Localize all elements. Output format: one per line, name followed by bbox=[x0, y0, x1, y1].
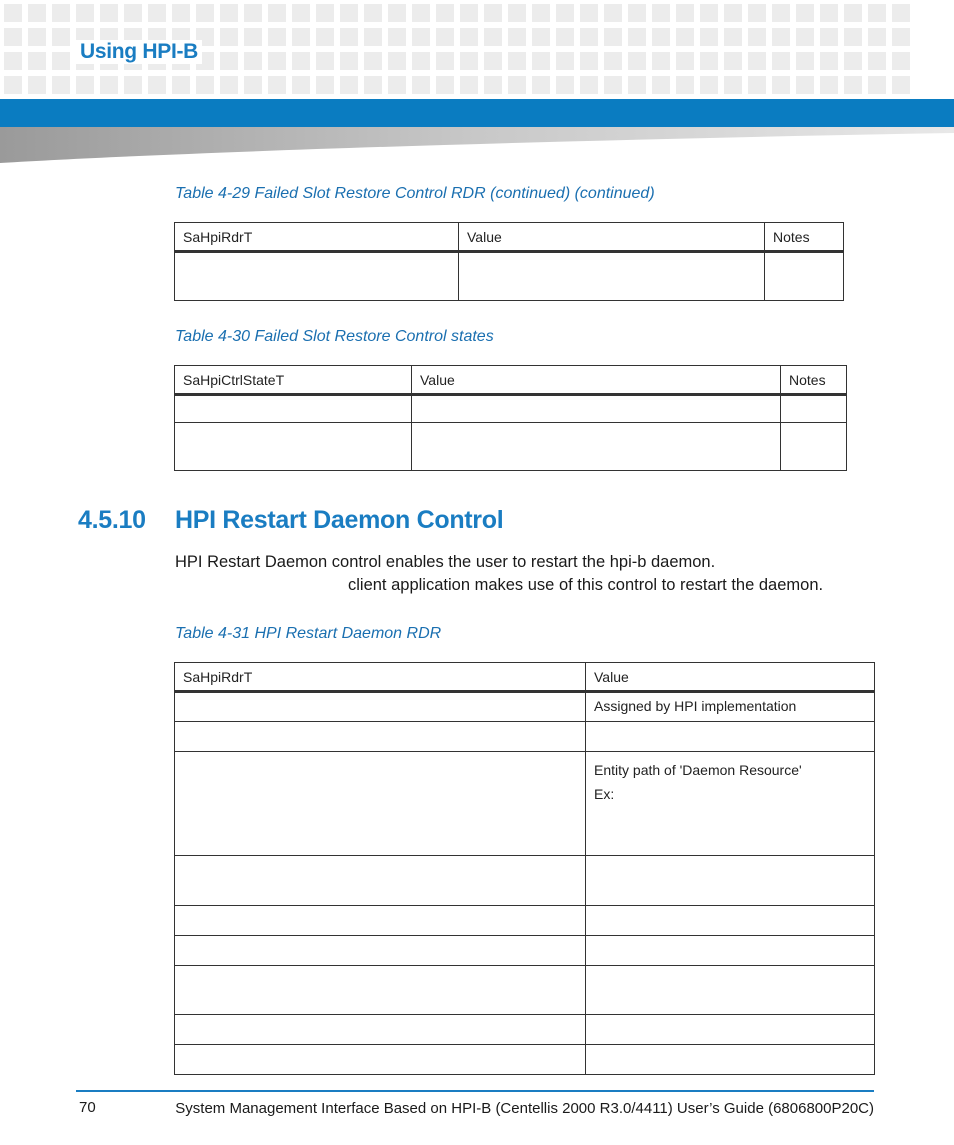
column-header: SaHpiRdrT bbox=[175, 223, 459, 252]
cell-line: Ex: bbox=[594, 786, 615, 802]
table-cell bbox=[586, 906, 875, 936]
table-cell bbox=[586, 856, 875, 906]
table-cell bbox=[586, 936, 875, 966]
table-caption: Table 4-29 Failed Slot Restore Control RDR (continued) (continued) bbox=[175, 185, 655, 202]
paragraph-line: client application makes use of this control to restart the daemon. bbox=[348, 576, 824, 594]
table-cell bbox=[586, 1015, 875, 1045]
footer-rule bbox=[76, 1090, 874, 1092]
column-header: Value bbox=[586, 663, 875, 692]
table-cell bbox=[175, 423, 412, 471]
footer-doc-title: System Management Interface Based on HPI-B (Centellis 2000 R3.0/4411) User’s Guide (6806800P20C) bbox=[175, 1100, 874, 1117]
table-row bbox=[175, 936, 875, 966]
table-cell bbox=[175, 395, 412, 423]
table-cell bbox=[765, 252, 844, 301]
table-4-29 bbox=[174, 222, 844, 301]
section-title: HPI Restart Daemon Control bbox=[175, 506, 504, 534]
column-header: SaHpiRdrT bbox=[175, 663, 586, 692]
table-row bbox=[175, 692, 875, 722]
page-number: 70 bbox=[79, 1099, 96, 1116]
table-cell bbox=[412, 423, 781, 471]
cell-line: Entity path of 'Daemon Resource' bbox=[594, 762, 802, 778]
header-blue-bar bbox=[0, 99, 954, 127]
table-row bbox=[175, 1015, 875, 1045]
table-row bbox=[175, 752, 875, 856]
table-row bbox=[175, 423, 847, 471]
table-cell bbox=[586, 752, 875, 856]
table-cell bbox=[586, 966, 875, 1015]
table-caption: Table 4-31 HPI Restart Daemon RDR bbox=[175, 625, 442, 642]
table-cell bbox=[175, 252, 459, 301]
table-row bbox=[175, 252, 844, 301]
table-caption: Table 4-30 Failed Slot Restore Control states bbox=[175, 328, 494, 345]
table-cell bbox=[412, 395, 781, 423]
table-row bbox=[175, 395, 847, 423]
table-cell bbox=[781, 395, 847, 423]
column-header: Notes bbox=[781, 366, 847, 395]
table-cell bbox=[781, 423, 847, 471]
column-header: Value bbox=[459, 223, 765, 252]
paragraph-line: HPI Restart Daemon control enables the user to restart the hpi-b daemon. bbox=[175, 553, 716, 571]
table-row bbox=[175, 906, 875, 936]
column-header: Value bbox=[412, 366, 781, 395]
table-4-31 bbox=[174, 662, 875, 1075]
table-cell bbox=[175, 936, 586, 966]
pattern-row bbox=[4, 4, 910, 22]
table-cell bbox=[175, 906, 586, 936]
table-4-30 bbox=[174, 365, 847, 471]
table-cell bbox=[175, 966, 586, 1015]
table-cell bbox=[175, 1045, 586, 1075]
column-header: SaHpiCtrlStateT bbox=[175, 366, 412, 395]
column-header: Notes bbox=[765, 223, 844, 252]
pattern-row bbox=[4, 76, 910, 94]
table-cell bbox=[586, 1045, 875, 1075]
table-cell bbox=[175, 856, 586, 906]
table-row bbox=[175, 856, 875, 906]
header-section-title: Using HPI-B bbox=[76, 40, 202, 64]
table-cell bbox=[175, 692, 586, 722]
table-cell bbox=[586, 722, 875, 752]
header-gray-swoosh bbox=[0, 127, 954, 165]
table-cell bbox=[459, 252, 765, 301]
table-row bbox=[175, 722, 875, 752]
section-heading bbox=[78, 506, 503, 535]
table-row bbox=[175, 966, 875, 1015]
table-cell bbox=[175, 722, 586, 752]
section-number: 4.5.10 bbox=[78, 506, 146, 534]
table-cell: Assigned by HPI implementation bbox=[586, 692, 875, 722]
table-cell bbox=[175, 752, 586, 856]
table-cell bbox=[175, 1015, 586, 1045]
table-row bbox=[175, 1045, 875, 1075]
